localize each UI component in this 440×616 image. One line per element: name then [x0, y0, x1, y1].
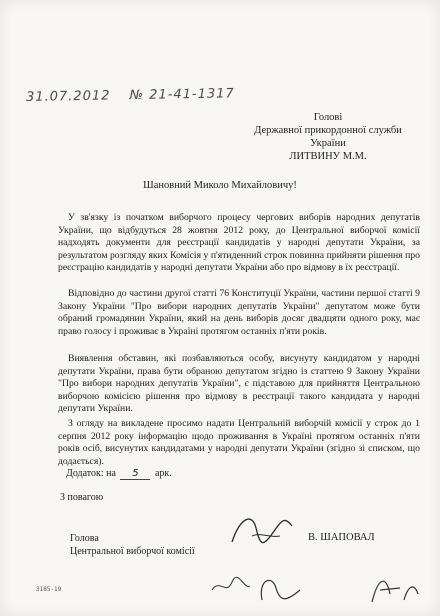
addressee-line: Державної прикордонної служби — [254, 125, 402, 136]
signer-title — [70, 532, 195, 558]
body-paragraph: Відповідно до частини другої статті 76 Конституції України, частини першої статті 9 Закону України "Про вибори народних депутатів України" депутатом може бути обраний громадянин України, який на день виборів досяг двадцяти одного року, має право голосу і проживає в Україні протягом останніх п'яти років. — [58, 288, 420, 337]
addressee-line: України — [310, 138, 346, 149]
attachment-count: 5 — [120, 468, 150, 480]
body-paragraph: З огляду на викладене просимо надати Центральній виборчій комісії у строк до 1 серпня 2012 року інформацію щодо проживання в Україні протягом останніх п'яти років осіб, висунутих кандидатами у народні депутати України (згідно зі списком, що додається). — [58, 418, 420, 467]
signature-icon — [222, 508, 302, 552]
handwritten-registration — [26, 86, 249, 105]
addressee-name: ЛИТВИНУ М.М. — [289, 151, 367, 162]
signer-name: В. ШАПОВАЛ — [308, 532, 375, 543]
body-paragraph: У зв'язку із початком виборчого процесу чергових виборів народних депутатів України, що відбудуться 28 жовтня 2012 року, до Центральної виборчої комісії надходять документи для реєстрації кандидатів у народні депутати України, за результатом розгляду яких Комісія у п'ятиденний строк повинна прийняти рішення про реєстрацію кандидатів у народні депутати України або про відмову в їх реєстрації. — [58, 212, 420, 274]
attachment-suffix: арк. — [154, 468, 172, 479]
initial-mark-2 — [261, 580, 300, 600]
initial-mark-1 — [212, 577, 250, 590]
addressee-block — [238, 111, 418, 163]
signer-title-line: Центральної виборчої комісії — [70, 546, 195, 557]
attachment-line — [66, 468, 172, 480]
addressee-line: Голові — [313, 112, 343, 123]
body-paragraph: Виявлення обставин, які позбавляються особу, висунуту кандидатом у народні депутати України, права бути обраною депутатом згідно із статтею 9 Закону України "Про вибори народних депутатів України", є підставою для прийняття Центральною виборчою комісією рішення про відмову в реєстрації такого кандидата у народні депутати України. — [58, 353, 420, 415]
attachment-prefix: Додаток: на — [66, 468, 116, 479]
footer-code: 3185-19 — [36, 586, 62, 593]
handwritten-number: № 21-41-1317 — [129, 86, 235, 104]
signer-title-line: Голова — [70, 533, 99, 544]
greeting: Шановний Миколо Михайловичу! — [143, 180, 297, 191]
handwritten-date: 31.07.2012 — [25, 88, 111, 105]
approval-initials — [0, 560, 440, 616]
closing-regards: З повагою — [60, 492, 104, 503]
initial-mark-3 — [372, 581, 418, 602]
